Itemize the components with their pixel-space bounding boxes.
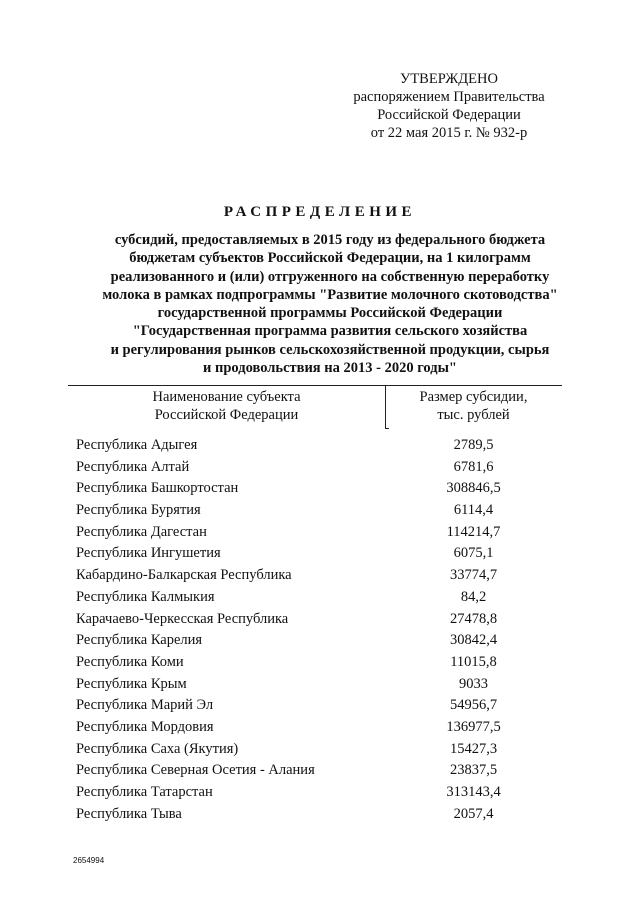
table-row — [0, 630, 640, 652]
table-header-subsidy — [385, 388, 562, 424]
region-name: Республика Башкортостан — [76, 480, 239, 497]
subsidy-value: 27478,8 — [449, 610, 498, 627]
subsidy-value: 6114,4 — [453, 502, 494, 519]
subsidy-value: 33774,7 — [449, 567, 498, 584]
region-name: Кабардино-Балкарская Республика — [76, 567, 292, 584]
subsidy-value: 84,2 — [460, 588, 487, 605]
document-subtitle — [60, 231, 600, 377]
subtitle-line: и регулирования рынков сельскохозяйственной продукции, сырья — [110, 341, 550, 358]
table-row — [0, 804, 640, 826]
region-name: Республика Алтай — [76, 458, 190, 475]
subtitle-line: реализованного и (или) отгруженного на собственную переработку — [110, 268, 550, 285]
table-row — [0, 674, 640, 696]
table-row — [0, 435, 640, 457]
subsidy-value: 9033 — [459, 675, 488, 692]
region-name: Карачаево-Черкесская Республика — [76, 610, 289, 627]
region-name: Республика Ингушетия — [76, 545, 221, 562]
approval-line-government: распоряжением Правительства — [353, 89, 545, 105]
region-name: Республика Саха (Якутия) — [76, 740, 239, 757]
subsidy-value: 308846,5 — [446, 480, 501, 497]
subsidy-value: 54956,7 — [449, 697, 498, 714]
document-number: 2654994 — [73, 856, 105, 865]
region-name: Республика Татарстан — [76, 784, 213, 800]
region-name: Республика Дагестан — [76, 523, 207, 540]
table-top-rule — [68, 385, 562, 386]
table-row — [0, 587, 640, 609]
subtitle-line: молока в рамках подпрограммы "Развитие молочного скотоводства" — [102, 286, 558, 303]
approval-stamp-title: УТВЕРЖДЕНО — [400, 71, 498, 87]
table-header-region — [68, 388, 385, 424]
header-line: тыс. рублей — [437, 407, 510, 423]
header-line: Российской Федерации — [154, 407, 299, 423]
subsidy-value: 2789,5 — [453, 437, 494, 453]
region-name: Республика Тыва — [76, 805, 182, 822]
header-line: Наименование субъекта — [152, 389, 301, 405]
subsidy-value: 6781,6 — [453, 458, 494, 475]
table-row — [0, 782, 640, 804]
table-row — [0, 500, 640, 522]
region-name: Республика Марий Эл — [76, 697, 214, 714]
region-name: Республика Калмыкия — [76, 588, 215, 605]
table-body — [0, 435, 640, 825]
subsidy-value: 30842,4 — [449, 632, 498, 649]
subsidy-value: 23837,5 — [449, 762, 498, 779]
subtitle-line: бюджетам субъектов Российской Федерации, на 1 килограмм — [129, 250, 531, 267]
table-row — [0, 652, 640, 674]
table-row — [0, 695, 640, 717]
approval-line-date: от 22 мая 2015 г. № 932-р — [370, 125, 528, 141]
subsidy-value: 15427,3 — [449, 740, 498, 757]
table-row — [0, 565, 640, 587]
table-row — [0, 543, 640, 565]
subsidy-value: 114214,7 — [446, 523, 501, 540]
table-row — [0, 739, 640, 761]
subsidy-value: 313143,4 — [446, 784, 501, 800]
header-line: Размер субсидии, — [419, 389, 528, 405]
table-row — [0, 609, 640, 631]
subtitle-line: и продовольствия на 2013 - 2020 годы" — [203, 360, 457, 377]
table-row — [0, 522, 640, 544]
region-name: Республика Бурятия — [76, 502, 201, 519]
subtitle-line: государственной программы Российской Федерации — [157, 305, 503, 322]
region-name: Республика Крым — [76, 675, 187, 692]
table-header-rule — [385, 428, 389, 429]
region-name: Республика Адыгея — [76, 437, 198, 453]
subtitle-line: субсидий, предоставляемых в 2015 году из федерального бюджета — [114, 232, 546, 248]
region-name: Республика Мордовия — [76, 718, 214, 735]
table-row — [0, 457, 640, 479]
table-row — [0, 478, 640, 500]
approval-line-federation: Российской Федерации — [377, 107, 521, 123]
region-name: Республика Карелия — [76, 632, 203, 649]
subsidy-value: 6075,1 — [453, 545, 494, 562]
table-row — [0, 760, 640, 782]
subsidy-value: 136977,5 — [446, 718, 501, 735]
table-row — [0, 717, 640, 739]
region-name: Республика Северная Осетия - Алания — [76, 762, 315, 779]
document-title: РАСПРЕДЕЛЕНИЕ — [223, 204, 417, 220]
subtitle-line: "Государственная программа развития сельского хозяйства — [132, 323, 528, 340]
region-name: Республика Коми — [76, 653, 184, 670]
subsidy-value: 2057,4 — [453, 805, 494, 822]
subsidy-value: 11015,8 — [450, 653, 497, 670]
